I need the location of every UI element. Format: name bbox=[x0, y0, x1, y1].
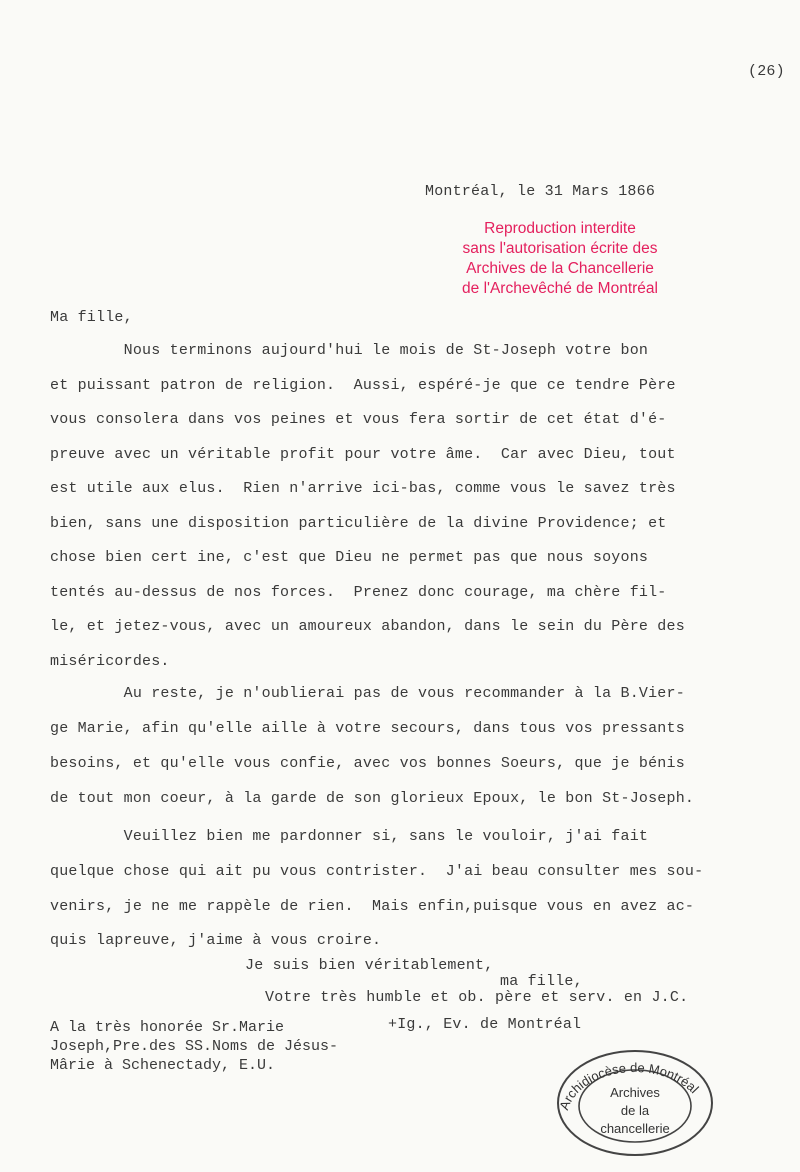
watermark-line: Archives de la Chancellerie bbox=[466, 260, 654, 277]
stamp-line: chancellerie bbox=[600, 1121, 670, 1136]
watermark-line: de l'Archevêché de Montréal bbox=[462, 280, 658, 297]
body-line: chose bien cert ine, c'est que Dieu ne permet pas que nous soyons bbox=[50, 549, 649, 566]
salutation: Ma fille, bbox=[50, 309, 133, 326]
address-line: Joseph,Pre.des SS.Noms de Jésus- bbox=[50, 1038, 339, 1055]
body-line: vous consolera dans vos peines et vous fera sortir de cet état d'é- bbox=[50, 411, 667, 428]
watermark-line: Reproduction interdite bbox=[484, 220, 636, 237]
page-number: (26) bbox=[748, 63, 785, 80]
body-line: miséricordes. bbox=[50, 652, 170, 670]
address-line: A la très honorée Sr.Marie bbox=[50, 1019, 285, 1036]
closing-line: Votre très humble et ob. père et serv. en J.C. bbox=[265, 989, 689, 1006]
date-line: Montréal, le 31 Mars 1866 bbox=[425, 183, 656, 200]
body-line: de tout mon coeur, à la garde de son glorieux Epoux, le bon St-Joseph. bbox=[50, 790, 695, 807]
address-line: Mârie à Schenectady, E.U. bbox=[50, 1057, 276, 1074]
body-line: tentés au-dessus de nos forces. Prenez donc courage, ma chère fil- bbox=[50, 583, 667, 601]
body-line: Nous terminons aujourd'hui le mois de St-Joseph votre bon bbox=[50, 342, 649, 359]
body-line: besoins, et qu'elle vous confie, avec vos bonnes Soeurs, que je bénis bbox=[50, 755, 685, 772]
stamp-ring-text: Archidiocèse de Montréal bbox=[556, 1059, 702, 1112]
body-line: Au reste, je n'oublierai pas de vous recommander à la B.Vier- bbox=[50, 685, 685, 702]
body-line: bien, sans une disposition particulière de la divine Providence; et bbox=[50, 514, 667, 532]
body-line: venirs, je ne me rappèle de rien. Mais enfin,puisque vous en avez ac- bbox=[50, 898, 695, 915]
body-line: le, et jetez-vous, avec un amoureux abandon, dans le sein du Père des bbox=[50, 618, 685, 635]
body-line: ge Marie, afin qu'elle aille à votre secours, dans tous vos pressants bbox=[50, 720, 685, 737]
closing-line: Je suis bien véritablement, bbox=[245, 957, 494, 974]
closing-address-line: ma fille, bbox=[500, 973, 583, 990]
body-line: preuve avec un véritable profit pour votre âme. Car avec Dieu, tout bbox=[50, 445, 676, 463]
watermark-line: sans l'autorisation écrite des bbox=[462, 240, 658, 257]
body-line: Veuillez bien me pardonner si, sans le vouloir, j'ai fait bbox=[50, 828, 649, 845]
body-line: quelque chose qui ait pu vous contrister. J'ai beau consulter mes sou- bbox=[50, 863, 704, 880]
archives-stamp bbox=[555, 1048, 715, 1158]
body-line: est utile aux elus. Rien n'arrive ici-bas, comme vous le savez très bbox=[50, 480, 676, 497]
body-line: quis lapreuve, j'aime à vous croire. bbox=[50, 932, 382, 949]
signature: +Ig., Ev. de Montréal bbox=[388, 1016, 582, 1033]
recipient-address bbox=[50, 1018, 338, 1075]
body-line: et puissant patron de religion. Aussi, espéré-je que ce tendre Père bbox=[50, 376, 676, 394]
reproduction-watermark bbox=[440, 219, 680, 299]
stamp-line: Archives bbox=[610, 1085, 660, 1100]
stamp-line: de la bbox=[620, 1103, 650, 1118]
